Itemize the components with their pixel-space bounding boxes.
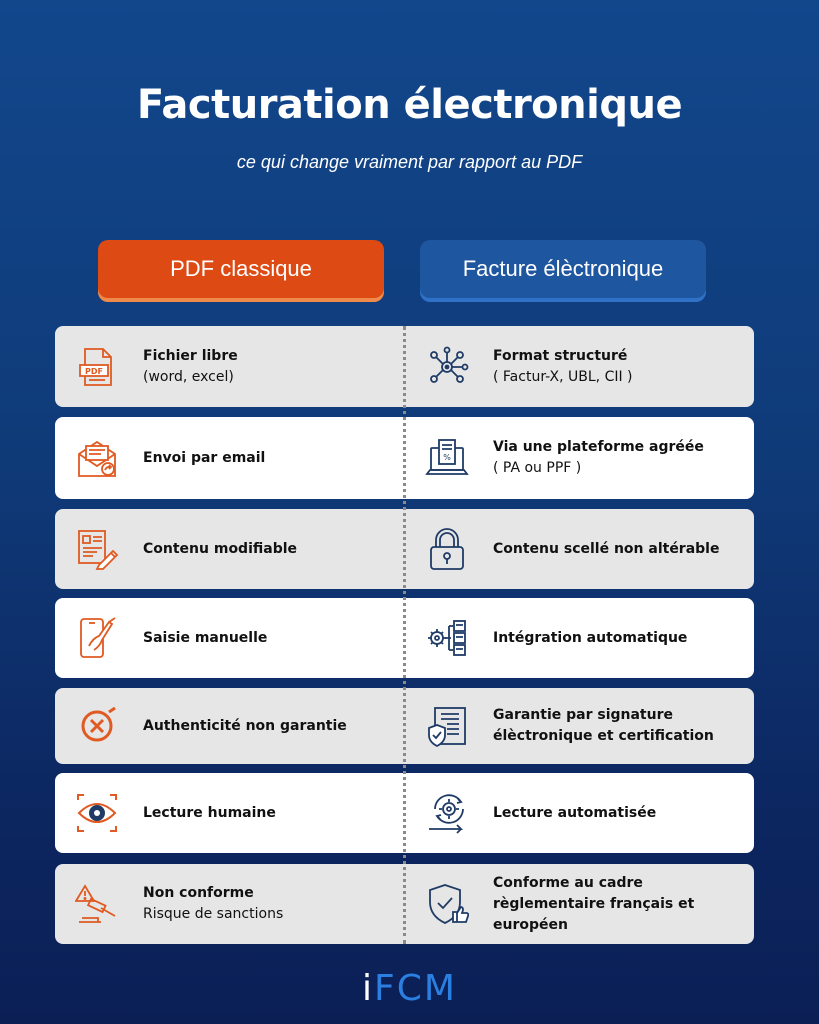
- column-divider: [403, 326, 406, 944]
- automation-cycle-icon: [425, 791, 469, 835]
- brand-logo: iFCM: [362, 968, 457, 1009]
- row-label: Fichier libre: [143, 347, 238, 364]
- column-header-pdf: PDF classique: [98, 240, 384, 298]
- email-envelope-icon: [75, 436, 119, 480]
- row-detail: Risque de sanctions: [143, 906, 284, 922]
- padlock-icon: [425, 527, 469, 571]
- row-label: Contenu modifiable: [143, 540, 298, 557]
- svg-text:%: %: [443, 453, 451, 462]
- gavel-warning-icon: [75, 882, 119, 926]
- laptop-invoice-icon: [425, 436, 469, 480]
- shield-certificate-icon: [425, 704, 469, 748]
- gear-documents-icon: [425, 616, 469, 660]
- shield-thumbs-up-icon: [425, 882, 469, 926]
- cross-circle-icon: [75, 704, 119, 748]
- row-label: Authenticité non garantie: [143, 717, 347, 734]
- eye-icon: [75, 791, 119, 835]
- row-label: Lecture automatisée: [493, 804, 657, 821]
- row-label: Via une plateforme agréée: [493, 439, 704, 455]
- row-label: Contenu scellé non altérable: [493, 540, 720, 557]
- row-label: Format structuré: [493, 347, 628, 364]
- column-header-einvoice: Facture élèctronique: [420, 240, 706, 298]
- network-nodes-icon: [425, 345, 469, 389]
- row-label: Non conforme: [143, 885, 254, 901]
- page-subtitle: ce qui change vraiment par rapport au PDF: [236, 152, 583, 172]
- row-label: Intégration automatique: [493, 629, 688, 646]
- row-label: Conforme au cadre règlementaire français et européen: [493, 874, 695, 933]
- phone-hand-icon: [75, 616, 119, 660]
- row-label: Garantie par signature élèctronique et certification: [493, 707, 714, 744]
- pdf-file-icon: [75, 345, 119, 389]
- page-title: Facturation électronique: [136, 82, 683, 128]
- row-label: Saisie manuelle: [143, 629, 268, 646]
- svg-text:PDF: PDF: [85, 366, 103, 376]
- edit-document-icon: [75, 527, 119, 571]
- row-detail: (word, excel): [143, 368, 234, 385]
- row-detail: ( Factur-X, UBL, CII ): [493, 368, 633, 385]
- row-detail: ( PA ou PPF ): [493, 460, 582, 476]
- row-label: Lecture humaine: [143, 804, 276, 821]
- row-label: Envoi par email: [143, 449, 266, 466]
